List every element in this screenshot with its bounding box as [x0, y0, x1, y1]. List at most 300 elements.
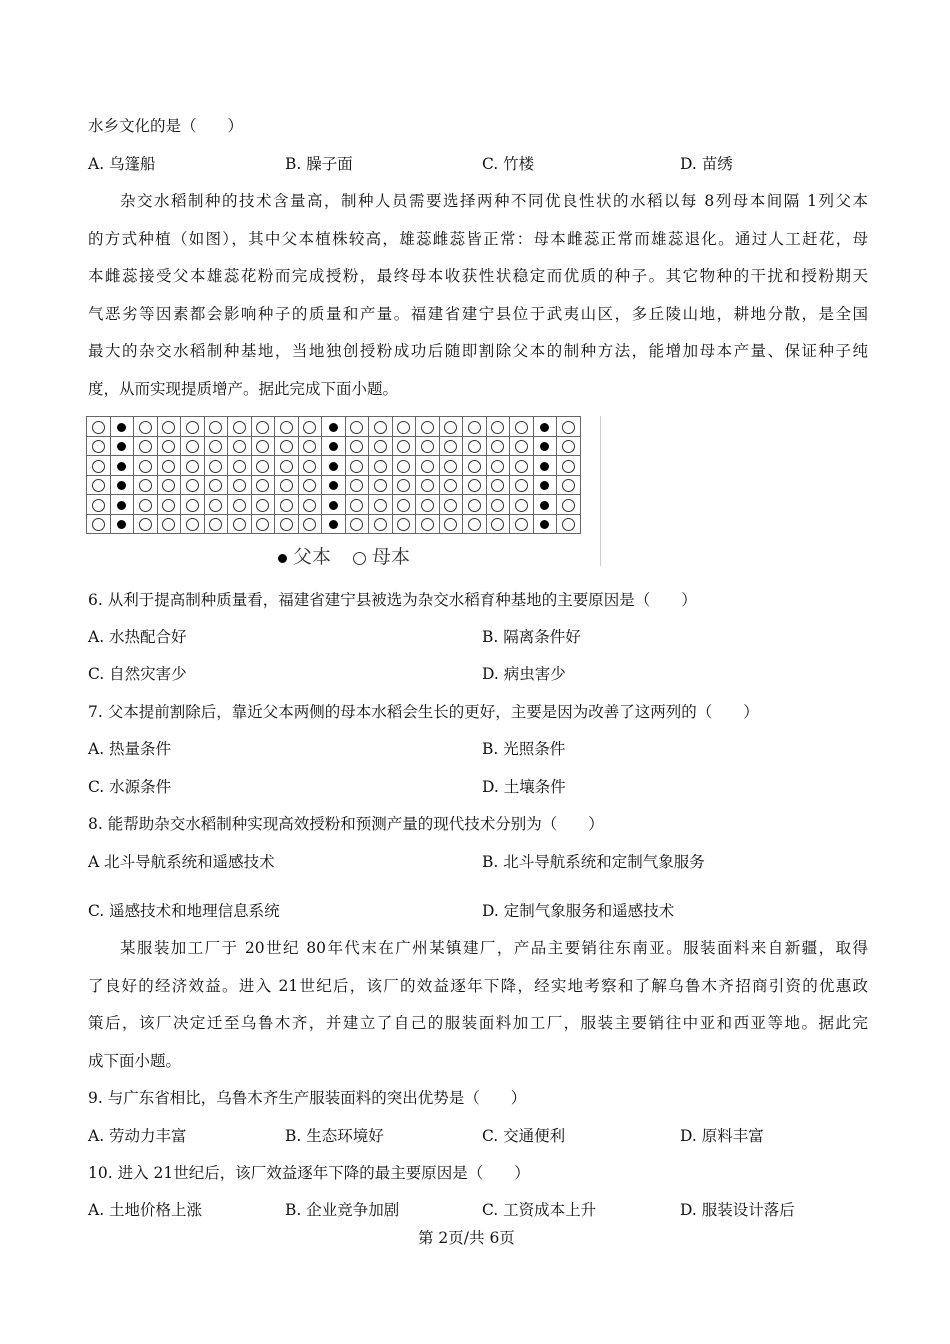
mother-plant-circle	[162, 518, 175, 531]
q8-option-a: A 北斗导航系统和遥感技术	[88, 853, 275, 871]
mother-plant-circle	[233, 440, 246, 453]
mother-plant-circle	[491, 440, 504, 453]
mother-plant-circle	[444, 460, 457, 473]
mother-plant-circle	[350, 421, 363, 434]
mother-plant-circle	[139, 460, 152, 473]
grid-cell	[392, 436, 416, 456]
mother-plant-circle	[421, 460, 434, 473]
q5-option-b: B. 臊子面	[285, 155, 353, 173]
mother-plant-circle	[162, 499, 175, 512]
grid-cell	[275, 514, 299, 534]
grid-cell	[87, 456, 111, 476]
grid-cell	[439, 436, 463, 456]
q6-option-b: B. 隔离条件好	[482, 628, 581, 646]
grid-cell	[322, 514, 346, 534]
q9-option-d: D. 原料丰富	[680, 1127, 764, 1145]
grid-cell	[416, 475, 440, 495]
grid-cell	[110, 514, 134, 534]
mother-plant-circle	[139, 518, 152, 531]
mother-plant-circle	[562, 499, 575, 512]
mother-plant-circle	[444, 518, 457, 531]
mother-plant-circle	[303, 479, 316, 492]
mother-plant-circle	[280, 460, 293, 473]
grid-cell	[110, 456, 134, 476]
grid-cell	[157, 514, 181, 534]
q10-option-b: B. 企业竞争加剧	[285, 1201, 400, 1219]
mother-plant-circle	[162, 440, 175, 453]
mother-plant-circle	[562, 479, 575, 492]
father-plant-dot	[329, 442, 338, 451]
grid-cell	[204, 495, 228, 515]
q7-stem: 7. 父本提前割除后，靠近父本两侧的母本水稻会生长的更好，主要是因为改善了这两列的（ ）	[88, 703, 759, 721]
q10-option-d: D. 服装设计落后	[680, 1201, 795, 1219]
grid-cell	[181, 456, 205, 476]
mother-plant-circle	[256, 421, 269, 434]
figure-border	[600, 416, 601, 566]
grid-cell	[204, 417, 228, 437]
mother-plant-circle	[515, 479, 528, 492]
mother-plant-circle	[350, 479, 363, 492]
q6-option-d: D. 病虫害少	[482, 665, 566, 683]
mother-plant-circle	[444, 499, 457, 512]
grid-cell	[275, 495, 299, 515]
grid-cell	[369, 456, 393, 476]
legend-father: 父本	[293, 546, 332, 568]
passage-line: 某服装加工厂于 20世纪 80年代末在广州某镇建厂，产品主要销往东南亚。服装面料来自新疆，取得	[120, 939, 868, 957]
mother-plant-circle	[350, 460, 363, 473]
grid-cell	[533, 417, 557, 437]
mother-plant-circle	[374, 460, 387, 473]
mother-plant-circle	[92, 460, 105, 473]
passage-line: 气恶劣等因素都会影响种子的质量和产量。福建省建宁县位于武夷山区，多丘陵山地，耕地分散，是全国	[88, 305, 868, 323]
grid-cell	[204, 436, 228, 456]
grid-cell	[463, 475, 487, 495]
mother-plant-circle	[209, 518, 222, 531]
grid-cell	[251, 514, 275, 534]
grid-cell	[345, 417, 369, 437]
grid-cell	[157, 417, 181, 437]
mother-plant-circle	[162, 479, 175, 492]
grid-cell	[322, 436, 346, 456]
mother-plant-circle	[397, 518, 410, 531]
grid-cell	[439, 456, 463, 476]
grid-cell	[510, 514, 534, 534]
father-plant-dot	[117, 481, 126, 490]
q10-stem: 10. 进入 21世纪后，该厂效益逐年下降的最主要原因是（ ）	[88, 1164, 530, 1182]
grid-cell	[510, 475, 534, 495]
grid-cell	[251, 495, 275, 515]
mother-plant-circle	[280, 479, 293, 492]
mother-plant-circle	[303, 518, 316, 531]
mother-plant-circle	[186, 421, 199, 434]
grid-cell	[463, 514, 487, 534]
grid-cell	[298, 456, 322, 476]
mother-plant-circle	[374, 440, 387, 453]
q8-option-d: D. 定制气象服务和遥感技术	[482, 902, 675, 920]
grid-cell	[369, 514, 393, 534]
grid-cell	[228, 495, 252, 515]
grid-cell	[204, 514, 228, 534]
grid-cell	[533, 495, 557, 515]
mother-plant-circle	[515, 440, 528, 453]
mother-plant-circle	[162, 460, 175, 473]
passage-line: 度，从而实现提质增产。据此完成下面小题。	[88, 380, 399, 398]
mother-plant-circle	[562, 440, 575, 453]
grid-cell	[110, 436, 134, 456]
mother-plant-circle	[421, 440, 434, 453]
mother-plant-circle	[233, 460, 246, 473]
mother-plant-circle	[233, 479, 246, 492]
grid-cell	[416, 495, 440, 515]
mother-plant-circle	[421, 421, 434, 434]
grid-cell	[87, 495, 111, 515]
mother-plant-circle	[468, 421, 481, 434]
mother-plant-circle	[562, 421, 575, 434]
mother-plant-circle	[515, 518, 528, 531]
q5-option-c: C. 竹楼	[482, 155, 535, 173]
grid-cell	[486, 495, 510, 515]
grid-cell	[392, 495, 416, 515]
grid-cell	[486, 417, 510, 437]
grid-cell	[369, 495, 393, 515]
grid-cell	[345, 475, 369, 495]
mother-plant-circle	[350, 440, 363, 453]
mother-plant-circle	[209, 499, 222, 512]
grid-cell	[298, 417, 322, 437]
grid-cell	[345, 514, 369, 534]
q6-stem: 6. 从利于提高制种质量看，福建省建宁县被选为杂交水稻育种基地的主要原因是（ ）	[88, 591, 697, 609]
mother-plant-circle	[233, 499, 246, 512]
grid-cell	[392, 456, 416, 476]
q5-option-d: D. 苗绣	[680, 155, 733, 173]
mother-plant-circle	[209, 460, 222, 473]
grid-cell	[557, 436, 581, 456]
grid-cell	[322, 495, 346, 515]
grid-cell	[486, 436, 510, 456]
grid-cell	[228, 417, 252, 437]
mother-plant-circle	[491, 460, 504, 473]
grid-cell	[157, 475, 181, 495]
mother-plant-circle	[491, 421, 504, 434]
grid-cell	[439, 475, 463, 495]
grid-cell	[251, 417, 275, 437]
grid-cell	[510, 495, 534, 515]
passage-line: 成下面小题。	[88, 1052, 182, 1070]
passage-line: 杂交水稻制种的技术含量高，制种人员需要选择两种不同优良性状的水稻以每 8列母本间隔 1列父本	[120, 192, 868, 210]
father-plant-dot	[117, 520, 126, 529]
mother-plant-circle	[468, 440, 481, 453]
father-plant-dot	[117, 423, 126, 432]
grid-cell	[557, 417, 581, 437]
mother-plant-circle	[209, 479, 222, 492]
q7-option-d: D. 土壤条件	[482, 778, 566, 796]
mother-plant-circle	[92, 421, 105, 434]
passage-line: 本雌蕊接受父本雄蕊花粉而完成授粉，最终母本收获性状稳定而优质的种子。其它物种的干扰和授粉期天	[88, 267, 868, 285]
grid-cell	[87, 514, 111, 534]
mother-plant-circle	[280, 518, 293, 531]
grid-cell	[392, 514, 416, 534]
grid-cell	[369, 436, 393, 456]
grid-cell	[416, 436, 440, 456]
father-plant-dot	[329, 481, 338, 490]
grid-cell	[181, 514, 205, 534]
mother-plant-circle	[444, 440, 457, 453]
mother-plant-circle	[186, 518, 199, 531]
mother-plant-circle	[280, 440, 293, 453]
mother-circle-icon	[353, 552, 366, 565]
mother-plant-circle	[515, 460, 528, 473]
q8-option-b: B. 北斗导航系统和定制气象服务	[482, 853, 705, 871]
mother-plant-circle	[256, 518, 269, 531]
page-footer: 第 2页/共 6页	[418, 1229, 515, 1247]
grid-cell	[557, 495, 581, 515]
mother-plant-circle	[421, 499, 434, 512]
mother-plant-circle	[139, 499, 152, 512]
mother-plant-circle	[350, 499, 363, 512]
mother-plant-circle	[350, 518, 363, 531]
mother-plant-circle	[233, 421, 246, 434]
grid-cell	[298, 475, 322, 495]
mother-plant-circle	[397, 440, 410, 453]
grid-cell	[486, 475, 510, 495]
mother-plant-circle	[233, 518, 246, 531]
mother-plant-circle	[491, 479, 504, 492]
grid-row	[87, 495, 581, 515]
grid-cell	[463, 436, 487, 456]
grid-cell	[416, 417, 440, 437]
grid-cell	[110, 495, 134, 515]
mother-plant-circle	[562, 518, 575, 531]
mother-plant-circle	[209, 440, 222, 453]
grid-cell	[486, 514, 510, 534]
grid-cell	[134, 495, 158, 515]
grid-cell	[510, 436, 534, 456]
q9-stem: 9. 与广东省相比，乌鲁木齐生产服装面料的突出优势是（ ）	[88, 1089, 527, 1107]
grid-cell	[557, 475, 581, 495]
mother-plant-circle	[468, 499, 481, 512]
grid-cell	[416, 456, 440, 476]
mother-plant-circle	[92, 499, 105, 512]
grid-cell	[439, 514, 463, 534]
mother-plant-circle	[303, 440, 316, 453]
planting-grid-figure	[86, 416, 581, 534]
mother-plant-circle	[256, 479, 269, 492]
q8-stem: 8. 能帮助杂交水稻制种实现高效授粉和预测产量的现代技术分别为（ ）	[88, 815, 604, 833]
grid-cell	[439, 495, 463, 515]
grid-cell	[533, 436, 557, 456]
grid-cell	[463, 456, 487, 476]
grid-cell	[392, 417, 416, 437]
grid-cell	[463, 417, 487, 437]
mother-plant-circle	[421, 518, 434, 531]
q8-option-c: C. 遥感技术和地理信息系统	[88, 902, 280, 920]
mother-plant-circle	[374, 518, 387, 531]
grid-cell	[345, 495, 369, 515]
father-plant-dot	[540, 423, 549, 432]
father-plant-dot	[329, 423, 338, 432]
passage-line: 了良好的经济效益。进入 21世纪后，该厂的效益逐年下降，经实地考察和了解乌鲁木齐招商引资的优惠政	[88, 977, 868, 995]
father-plant-dot	[117, 462, 126, 471]
mother-plant-circle	[444, 479, 457, 492]
mother-plant-circle	[515, 421, 528, 434]
mother-plant-circle	[374, 479, 387, 492]
grid-cell	[533, 514, 557, 534]
mother-plant-circle	[397, 421, 410, 434]
father-plant-dot	[540, 481, 549, 490]
mother-plant-circle	[303, 499, 316, 512]
mother-plant-circle	[374, 421, 387, 434]
grid-cell	[322, 417, 346, 437]
q10-option-a: A. 土地价格上涨	[88, 1201, 203, 1219]
father-plant-dot	[329, 520, 338, 529]
father-plant-dot	[540, 520, 549, 529]
grid-cell	[275, 475, 299, 495]
grid-row	[87, 514, 581, 534]
mother-plant-circle	[186, 460, 199, 473]
q7-option-a: A. 热量条件	[88, 740, 172, 758]
mother-plant-circle	[468, 460, 481, 473]
father-plant-dot	[540, 501, 549, 510]
grid-cell	[251, 456, 275, 476]
grid-cell	[110, 475, 134, 495]
mother-plant-circle	[303, 421, 316, 434]
mother-plant-circle	[397, 499, 410, 512]
father-plant-dot	[329, 462, 338, 471]
grid-cell	[322, 475, 346, 495]
mother-plant-circle	[256, 499, 269, 512]
grid-cell	[134, 475, 158, 495]
passage-line: 的方式种植（如图），其中父本植株较高，雄蕊雌蕊皆正常：母本雌蕊正常而雄蕊退化。通过人工赶花，母	[88, 230, 868, 248]
figure-legend	[278, 542, 410, 569]
grid-cell	[110, 417, 134, 437]
grid-cell	[345, 456, 369, 476]
mother-plant-circle	[256, 440, 269, 453]
mother-plant-circle	[303, 460, 316, 473]
q7-option-c: C. 水源条件	[88, 778, 172, 796]
father-plant-dot	[117, 442, 126, 451]
mother-plant-circle	[209, 421, 222, 434]
mother-plant-circle	[139, 479, 152, 492]
grid-cell	[463, 495, 487, 515]
grid-cell	[134, 456, 158, 476]
grid-cell	[204, 456, 228, 476]
mother-plant-circle	[468, 479, 481, 492]
q10-option-c: C. 工资成本上升	[482, 1201, 597, 1219]
grid-cell	[486, 456, 510, 476]
grid-cell	[228, 514, 252, 534]
grid-row	[87, 456, 581, 476]
mother-plant-circle	[92, 479, 105, 492]
grid-cell	[134, 436, 158, 456]
q9-option-a: A. 劳动力丰富	[88, 1127, 187, 1145]
father-plant-dot	[540, 442, 549, 451]
q6-option-c: C. 自然灾害少	[88, 665, 187, 683]
grid-cell	[275, 417, 299, 437]
mother-plant-circle	[491, 518, 504, 531]
grid-cell	[510, 417, 534, 437]
mother-plant-circle	[515, 499, 528, 512]
mother-plant-circle	[280, 421, 293, 434]
grid-cell	[369, 475, 393, 495]
grid-cell	[157, 436, 181, 456]
mother-plant-circle	[256, 460, 269, 473]
father-plant-dot	[540, 462, 549, 471]
grid-cell	[87, 417, 111, 437]
mother-plant-circle	[444, 421, 457, 434]
q7-option-b: B. 光照条件	[482, 740, 566, 758]
legend-mother: 母本	[372, 546, 411, 568]
grid-cell	[439, 417, 463, 437]
q5-option-a: A. 乌篷船	[88, 155, 156, 173]
grid-cell	[251, 436, 275, 456]
grid-row	[87, 436, 581, 456]
mother-plant-circle	[92, 440, 105, 453]
mother-plant-circle	[186, 479, 199, 492]
grid-cell	[204, 475, 228, 495]
grid-cell	[251, 475, 275, 495]
grid-cell	[181, 495, 205, 515]
mother-plant-circle	[139, 421, 152, 434]
grid-cell	[134, 417, 158, 437]
mother-plant-circle	[374, 499, 387, 512]
grid-row	[87, 475, 581, 495]
q9-option-b: B. 生态环境好	[285, 1127, 384, 1145]
grid-cell	[275, 456, 299, 476]
grid-cell	[181, 436, 205, 456]
grid-cell	[181, 417, 205, 437]
grid-cell	[157, 495, 181, 515]
grid-cell	[87, 475, 111, 495]
grid-cell	[557, 456, 581, 476]
mother-plant-circle	[421, 479, 434, 492]
grid-cell	[345, 436, 369, 456]
mother-plant-circle	[468, 518, 481, 531]
mother-plant-circle	[562, 460, 575, 473]
grid-cell	[533, 456, 557, 476]
grid-row	[87, 417, 581, 437]
grid-cell	[298, 495, 322, 515]
grid-cell	[157, 456, 181, 476]
grid-cell	[533, 475, 557, 495]
father-dot-icon	[278, 554, 287, 563]
mother-plant-circle	[397, 460, 410, 473]
mother-plant-circle	[162, 421, 175, 434]
mother-plant-circle	[397, 479, 410, 492]
mother-plant-circle	[139, 440, 152, 453]
q5-stem-tail: 水乡文化的是（ ）	[88, 117, 244, 135]
q6-option-a: A. 水热配合好	[88, 628, 187, 646]
grid-cell	[557, 514, 581, 534]
mother-plant-circle	[92, 518, 105, 531]
father-plant-dot	[329, 501, 338, 510]
passage-line: 策后，该厂决定迁至乌鲁木齐，并建立了自己的服装面料加工厂，服装主要销往中亚和西亚等地。据此完	[88, 1014, 868, 1032]
grid-cell	[298, 514, 322, 534]
father-plant-dot	[117, 501, 126, 510]
mother-plant-circle	[186, 440, 199, 453]
grid-cell	[392, 475, 416, 495]
grid-cell	[322, 456, 346, 476]
grid-cell	[369, 417, 393, 437]
grid-cell	[228, 456, 252, 476]
grid-cell	[275, 436, 299, 456]
mother-plant-circle	[491, 499, 504, 512]
passage-line: 最大的杂交水稻制种基地，当地独创授粉成功后随即割除父本的制种方法，能增加母本产量、保证种子纯	[88, 342, 868, 360]
grid-cell	[228, 475, 252, 495]
grid-cell	[416, 514, 440, 534]
grid-cell	[87, 436, 111, 456]
grid-cell	[134, 514, 158, 534]
grid-cell	[298, 436, 322, 456]
